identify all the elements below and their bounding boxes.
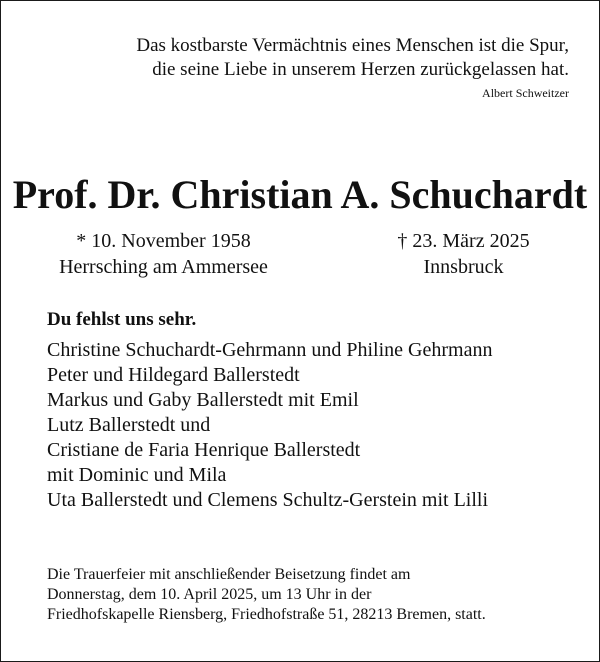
funeral-notice [47,565,486,625]
deceased-name: Prof. Dr. Christian A. Schuchardt [12,172,588,217]
funeral-line: Donnerstag, dem 10. April 2025, um 13 Uhr in der [47,586,372,603]
funeral-line: Friedhofskapelle Riensberg, Friedhofstraße 51, 28213 Bremen, statt. [47,606,486,623]
funeral-line: Die Trauerfeier mit anschließender Beisetzung findet am [47,566,411,583]
birth-date: * 10. November 1958 [76,230,251,252]
list-item: Christine Schuchardt-Gehrmann und Philine Gehrmann [47,339,493,361]
list-item: Peter und Hildegard Ballerstedt [47,364,300,386]
list-item: Uta Ballerstedt und Clemens Schultz-Gerstein mit Lilli [47,489,489,511]
list-item: Cristiane de Faria Henrique Ballerstedt [47,439,361,461]
death-date: † 23. März 2025 [397,230,530,252]
quote-line: Das kostbarste Vermächtnis eines Menschen ist die Spur, [136,35,569,56]
quote [29,34,569,82]
list-item: mit Dominic und Mila [47,464,227,486]
quote-author: Albert Schweitzer [482,86,569,100]
quote-line: die seine Liebe in unserem Herzen zurückgelassen hat. [152,59,569,80]
death-place: Innsbruck [423,256,504,278]
birth-place: Herrsching am Ammersee [59,256,268,278]
list-item: Lutz Ballerstedt und [47,414,211,436]
mourners-heading: Du fehlst uns sehr. [47,309,197,330]
mourners-list [47,338,492,513]
death-info [331,228,596,280]
list-item: Markus und Gaby Ballerstedt mit Emil [47,389,359,411]
birth-info [31,228,296,280]
